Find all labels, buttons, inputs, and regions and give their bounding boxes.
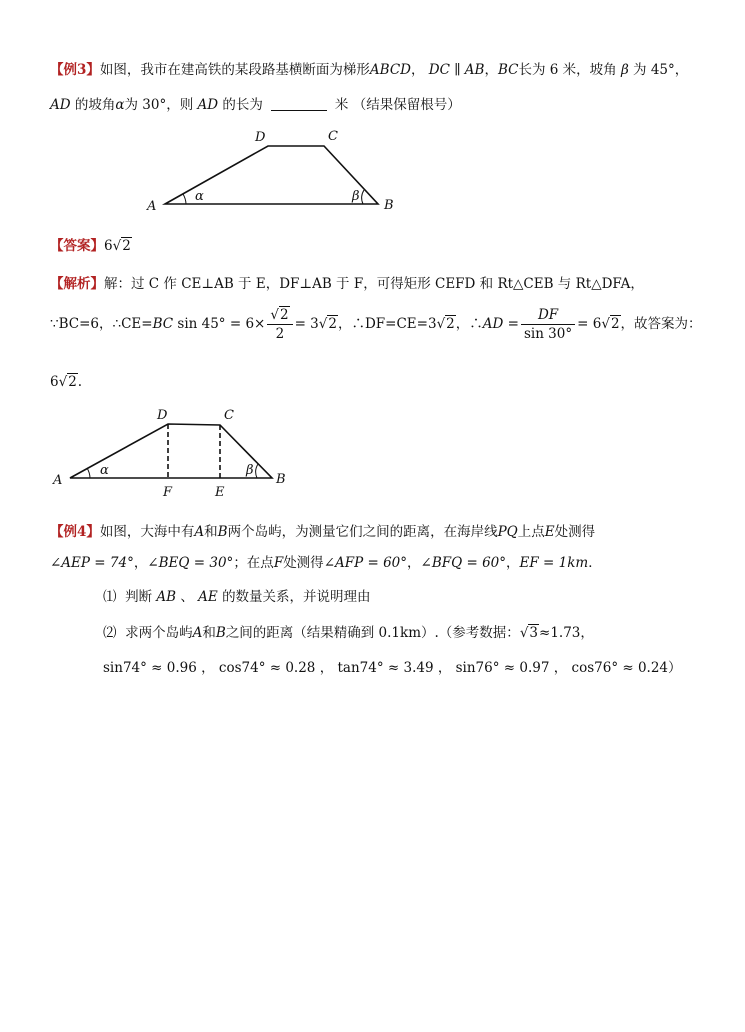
analysis-line-3: 6√2.	[50, 374, 83, 390]
ex3-tag: 【例3】	[50, 62, 100, 78]
answer-line: 【答案】6√2	[50, 238, 131, 254]
analysis-line-2: ∵BC=6，∴CE=BC sin 45° = 6× $\frac{√2}{2}$ = 3√2，∴DF=CE=3√2，∴AD = $\frac{DF}{\sin 30^\circ}$ = 6√2，故答案为：	[50, 307, 702, 342]
label-C: C	[328, 129, 338, 144]
label-D: D	[255, 130, 266, 145]
angle-alpha-arc-2	[87, 468, 90, 478]
label-B: B	[384, 198, 394, 213]
ex4-question-2: ⑵ 求两个岛屿A和B之间的距离（结果精确到 0.1km）.（参考数据：√3≈1.73，	[103, 625, 594, 641]
angle-beta-arc	[362, 190, 364, 204]
label-beta: β	[352, 189, 360, 204]
label-A: A	[147, 199, 157, 214]
ex4-line-2: ∠AEP = 74°，∠BEQ = 30°；在点F处测得∠AFP = 60°，∠BFQ = 60°，EF = 1km．	[50, 555, 602, 571]
answer-tag: 【答案】	[50, 238, 104, 254]
trapezoid-figure-2	[50, 404, 300, 499]
ex4-question-1: ⑴ 判断 AB 、 AE 的数量关系，并说明理由	[103, 589, 371, 605]
angle-alpha-arc	[183, 194, 186, 204]
label-C-2: C	[224, 408, 234, 423]
label-alpha: α	[195, 189, 204, 204]
ex4-line-1: 【例4】如图，大海中有A和B两个岛屿，为测量它们之间的距离，在海岸线PQ上点E处测得	[50, 524, 596, 540]
label-F-2: F	[163, 485, 173, 499]
analysis-line-1: 【解析】解：过 C 作 CE⊥AB 于 E，DF⊥AB 于 F，可得矩形 CEFD 和 Rt△CEB 与 Rt△DFA，	[50, 276, 644, 292]
analysis-tag: 【解析】	[50, 276, 104, 292]
angle-beta-arc-2	[256, 464, 258, 478]
label-D-2: D	[157, 408, 168, 423]
label-B-2: B	[276, 472, 286, 487]
ex3-line-2: AD 的坡角α为 30°，则 AD 的长为 米 （结果保留根号）	[50, 97, 461, 113]
fraction-df-over-sin30: $\frac{DF}{\sin 30^\circ}$	[521, 306, 575, 343]
ex3-line-1: 【例3】如图，我市在建高铁的某段路基横断面为梯形ABCD， DC ∥ AB，BC长为 6 米，坡角 β 为 45°，	[50, 62, 689, 78]
answer-blank	[271, 96, 327, 111]
ex4-reference-values: sin74° ≈ 0.96 ， cos74° ≈ 0.28 ， tan74° ≈ 3.49 ， sin76° ≈ 0.97 ， cos76° ≈ 0.24）	[103, 660, 682, 676]
trapezoid-figure-1	[140, 128, 400, 218]
ex4-tag: 【例4】	[50, 524, 100, 540]
label-alpha-2: α	[100, 463, 109, 478]
fraction-sqrt2-over-2: $\frac{√2}{2}$	[267, 306, 292, 343]
label-E-2: E	[215, 485, 225, 499]
label-beta-2: β	[246, 463, 254, 478]
label-A-2: A	[53, 473, 63, 488]
